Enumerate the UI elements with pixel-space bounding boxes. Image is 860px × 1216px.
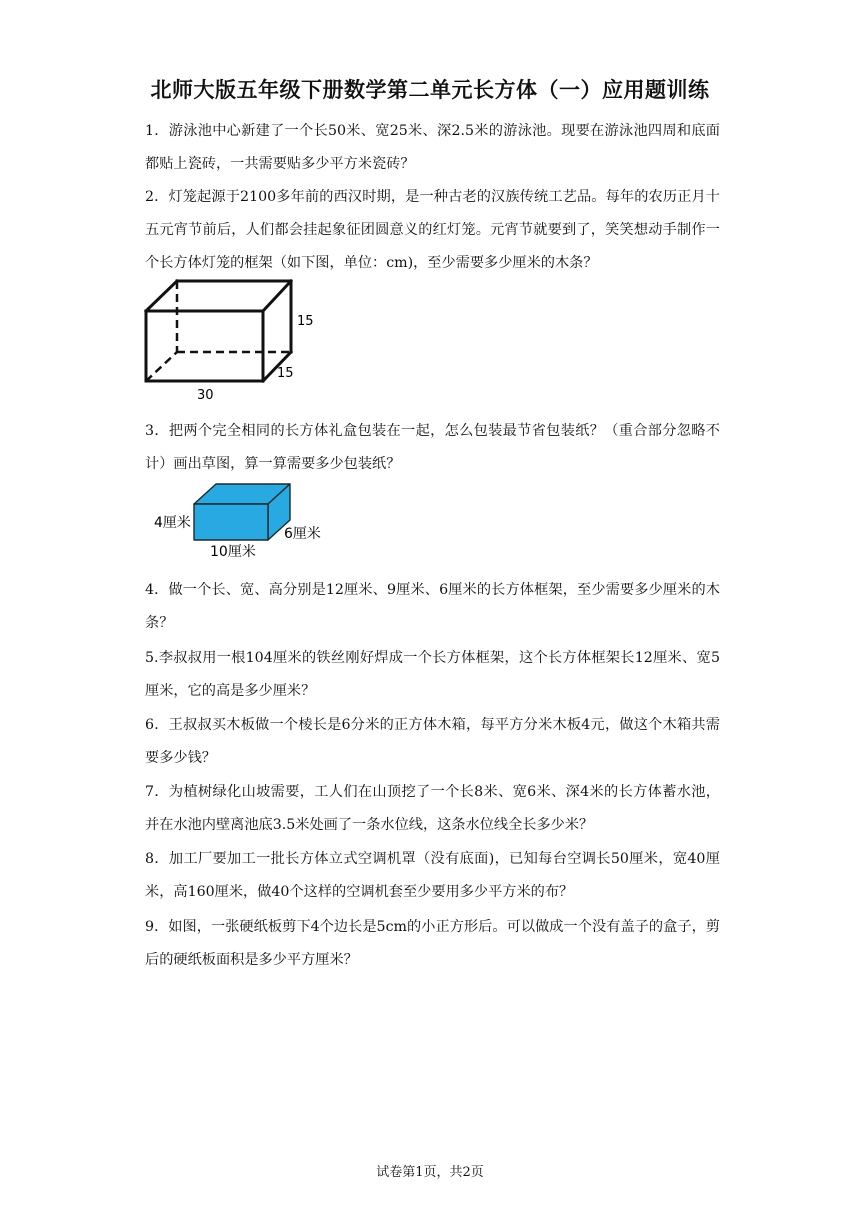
page-footer: 试卷第1页，共2页 xyxy=(376,1165,484,1180)
question-4: 4．做一个长、宽、高分别是12厘米、9厘米、6厘米的长方体框架，至少需要多少厘米的木条？ xyxy=(145,582,720,631)
question-6: 6．王叔叔买木板做一个棱长是6分米的正方体木箱，每平方分米木板4元，做这个木箱共需要多少钱？ xyxy=(145,717,720,766)
box-length-label: 10厘米 xyxy=(210,544,256,560)
length-label: 30 xyxy=(197,388,214,403)
gift-box-figure xyxy=(150,478,330,563)
height-label: 15 xyxy=(297,314,314,329)
question-2: 2．灯笼起源于2100多年前的西汉时期，是一种古老的汉族传统工艺品。每年的农历正月十五元宵节前后，人们都会挂起象征团圆意义的红灯笼。元宵节就要到了，笑笑想动手制作一个长方体灯笼的框架（如下图，单位：cm)，至少需要多少厘米的木条？ xyxy=(145,189,720,271)
box-width-label: 6厘米 xyxy=(284,526,321,542)
question-7: 7．为植树绿化山坡需要，工人们在山顶挖了一个长8米、宽6米、深4米的长方体蓄水池，并在水池内壁离池底3.5米处画了一条水位线，这条水位线全长多少米？ xyxy=(145,784,720,833)
question-8: 8．加工厂要加工一批长方体立式空调机罩（没有底面)，已知每台空调长50厘米，宽40厘米，高160厘米，做40个这样的空调机套至少要用多少平方米的布？ xyxy=(145,851,720,900)
question-3: 3．把两个完全相同的长方体礼盒包装在一起，怎么包装最节省包装纸？（重合部分忽略不计）画出草图，算一算需要多少包装纸？ xyxy=(145,423,720,472)
width-label: 15 xyxy=(277,366,294,381)
hidden-bottom-left-depth-edge xyxy=(146,352,177,381)
top-left-depth-edge xyxy=(146,281,177,311)
question-1: 1．游泳池中心新建了一个长50米、宽25米、深2.5米的游泳池。现要在游泳池四周和底面都贴上瓷砖，一共需要贴多少平方米瓷砖？ xyxy=(145,123,720,172)
question-9: 9．如图，一张硬纸板剪下4个边长是5cm的小正方形后。可以做成一个没有盖子的盒子，剪后的硬纸板面积是多少平方厘米？ xyxy=(145,919,720,968)
question-5: 5.李叔叔用一根104厘米的铁丝刚好焊成一个长方体框架，这个长方体框架长12厘米、宽5厘米，它的高是多少厘米？ xyxy=(145,650,720,699)
page-title: 北师大版五年级下册数学第二单元长方体（一）应用题训练 xyxy=(150,78,710,102)
cuboid-frame-figure xyxy=(140,275,320,405)
box-height-label: 4厘米 xyxy=(154,515,191,531)
box-front-face xyxy=(194,504,268,540)
top-right-depth-edge xyxy=(263,281,291,311)
